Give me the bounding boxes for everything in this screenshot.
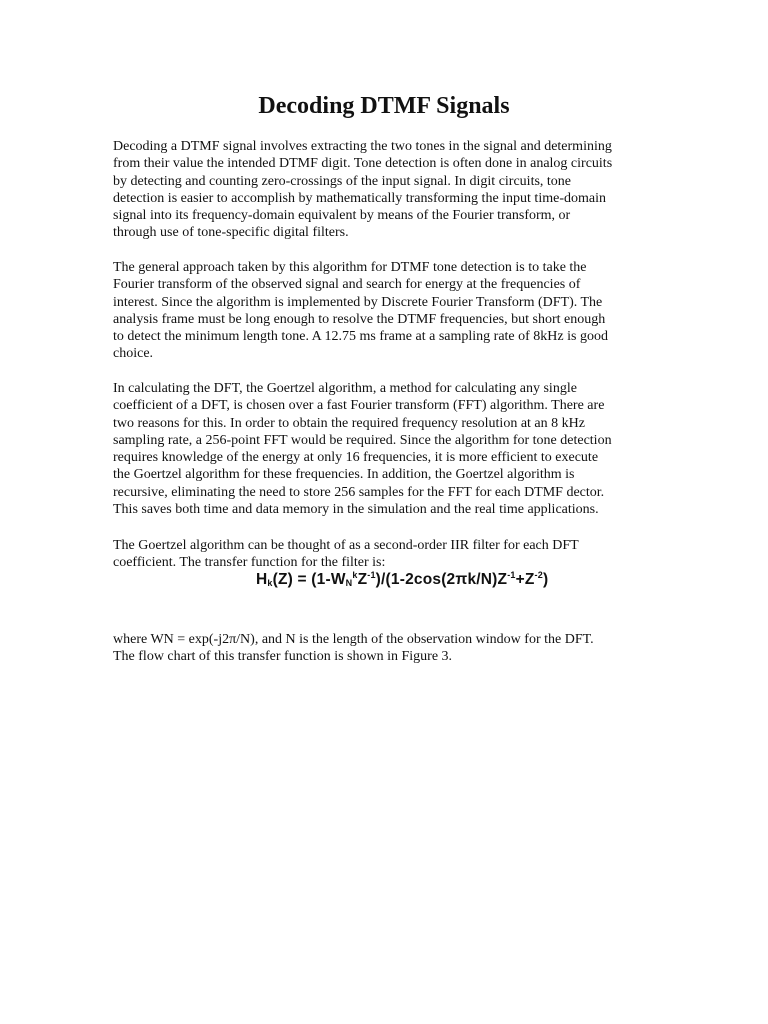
text-line: two reasons for this. In order to obtain the required frequency resolution at an 8 kHz — [113, 415, 585, 431]
paragraph-approach — [113, 259, 653, 363]
text-line: recursive, eliminating the need to store 256 samples for the FFT for each DTMF dector. — [113, 484, 605, 500]
formula-subscript-k: k — [267, 578, 273, 588]
formula-subscript-n: N — [345, 578, 353, 588]
text-line: In calculating the DFT, the Goertzel algorithm, a method for calculating any single — [113, 381, 577, 396]
text-line: Decoding a DTMF signal involves extracting the two tones in the signal and determining — [113, 139, 612, 154]
text-line: from their value the intended DTMF digit. Tone detection is often done in analog circuits — [113, 156, 613, 172]
text-line: The flow chart of this transfer function is shown in Figure 3. — [113, 649, 453, 665]
formula-part: ) — [542, 571, 549, 588]
text-line: requires knowledge of the energy at only 16 frequencies, it is more efficient to execute — [113, 450, 599, 466]
formula-part: Z — [357, 571, 368, 588]
text-line: coefficient of a DFT, is chosen over a fast Fourier transform (FFT) algorithm. There are — [113, 398, 605, 414]
paragraph-goertzel — [113, 380, 653, 518]
text-line: signal into its frequency-domain equivalent by means of the Fourier transform, or — [113, 208, 571, 224]
formula-h: H — [256, 571, 268, 588]
text-line: The general approach taken by this algorithm for DTMF tone detection is to take the — [113, 260, 587, 275]
text-line: where WN = exp(-j2π/N), and N is the length of the observation window for the DFT. — [113, 632, 594, 647]
formula-superscript: -2 — [534, 570, 543, 580]
text-line: to detect the minimum length tone. A 12.75 ms frame at a sampling rate of 8kHz is good — [113, 329, 608, 345]
text-line: detection is easier to accomplish by mathematically transforming the input time-domain — [113, 190, 606, 206]
text-line: sampling rate, a 256-point FFT would be required. Since the algorithm for tone detection — [113, 432, 612, 448]
transfer-function-formula — [256, 570, 549, 592]
document-title: Decoding DTMF Signals — [258, 93, 510, 119]
text-line: the Goertzel algorithm for these frequencies. In addition, the Goertzel algorithm is — [113, 467, 575, 483]
text-line: The Goertzel algorithm can be thought of as a second-order IIR filter for each DFT — [113, 538, 579, 553]
paragraph-intro — [113, 138, 653, 242]
text-line: by detecting and counting zero-crossings of the input signal. In digit circuits, tone — [113, 173, 572, 189]
text-line: This saves both time and data memory in the simulation and the real time applications. — [113, 502, 599, 518]
paragraph-window — [113, 631, 653, 666]
formula-part: )/(1-2cos(2πk/N)Z — [375, 571, 508, 588]
formula-superscript-k: k — [352, 570, 358, 580]
formula-superscript: -1 — [367, 570, 376, 580]
text-line: analysis frame must be long enough to resolve the DTMF frequencies, but short enough — [113, 311, 606, 327]
formula-part: (Z) = (1-W — [272, 571, 346, 588]
formula-superscript: -1 — [507, 570, 516, 580]
text-line: through use of tone-specific digital filters. — [113, 225, 349, 241]
text-line: Fourier transform of the observed signal and search for energy at the frequencies of — [113, 277, 581, 293]
formula-part: +Z — [515, 571, 535, 588]
text-line: interest. Since the algorithm is implemented by Discrete Fourier Transform (DFT). The — [113, 294, 603, 310]
paragraph-transfer-function — [113, 537, 653, 572]
text-line: choice. — [113, 346, 154, 362]
text-line: coefficient. The transfer function for the filter is: — [113, 555, 386, 571]
